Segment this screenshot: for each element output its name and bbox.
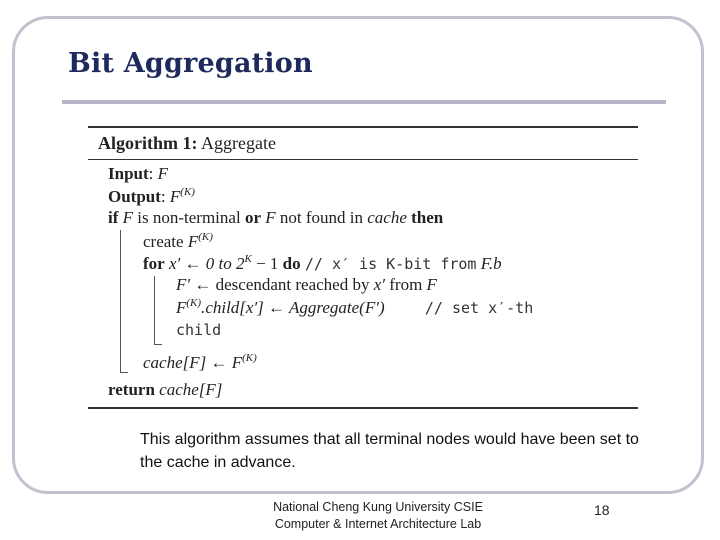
footer-line-lab: Computer & Internet Architecture Lab [274,517,482,531]
cache-assign-line: cache[F] ← $F^{(K)}$ [143,352,257,372]
child-comment-continuation: child [176,321,222,339]
slide-title: Bit Aggregation [68,48,313,79]
algorithm-label: Algorithm 1: [98,133,198,153]
footer-affiliation [238,499,518,533]
child-assign-line: $F^{(K)}.child[x']$ ← Aggregate(F′) // set x′-th [176,297,534,317]
input-line: Input: F [108,164,169,183]
if-block-end [120,372,128,373]
return-line: return cache[F] [108,380,223,399]
if-line: if F is non-terminal or F not found in cache then [108,208,444,227]
output-line: Output: $F^{(K)}$ [108,186,195,206]
algorithm-bottom-rule [88,407,638,409]
slide-caption: This algorithm assumes that all terminal nodes would have been set to the cache in advance. [140,431,639,471]
descendant-line: F′ ← descendant reached by x′ from F [176,275,437,294]
algorithm-top-rule [88,126,638,128]
algorithm-header [98,133,276,154]
for-line: for x′ ← 0 to $2^K - 1$ do // x′ is K-bit from F.b [143,253,502,273]
if-block-bar [120,230,121,372]
page-number: 18 [594,502,610,518]
title-underline [62,100,666,104]
footer-line-university: National Cheng Kung University CSIE [273,500,483,514]
algorithm-name: Aggregate [201,133,276,153]
for-block-bar [154,276,155,344]
create-line: create $F^{(K)}$ [143,231,213,251]
algorithm-header-rule [88,159,638,160]
for-block-end [154,344,162,345]
algorithm-box [88,126,638,409]
